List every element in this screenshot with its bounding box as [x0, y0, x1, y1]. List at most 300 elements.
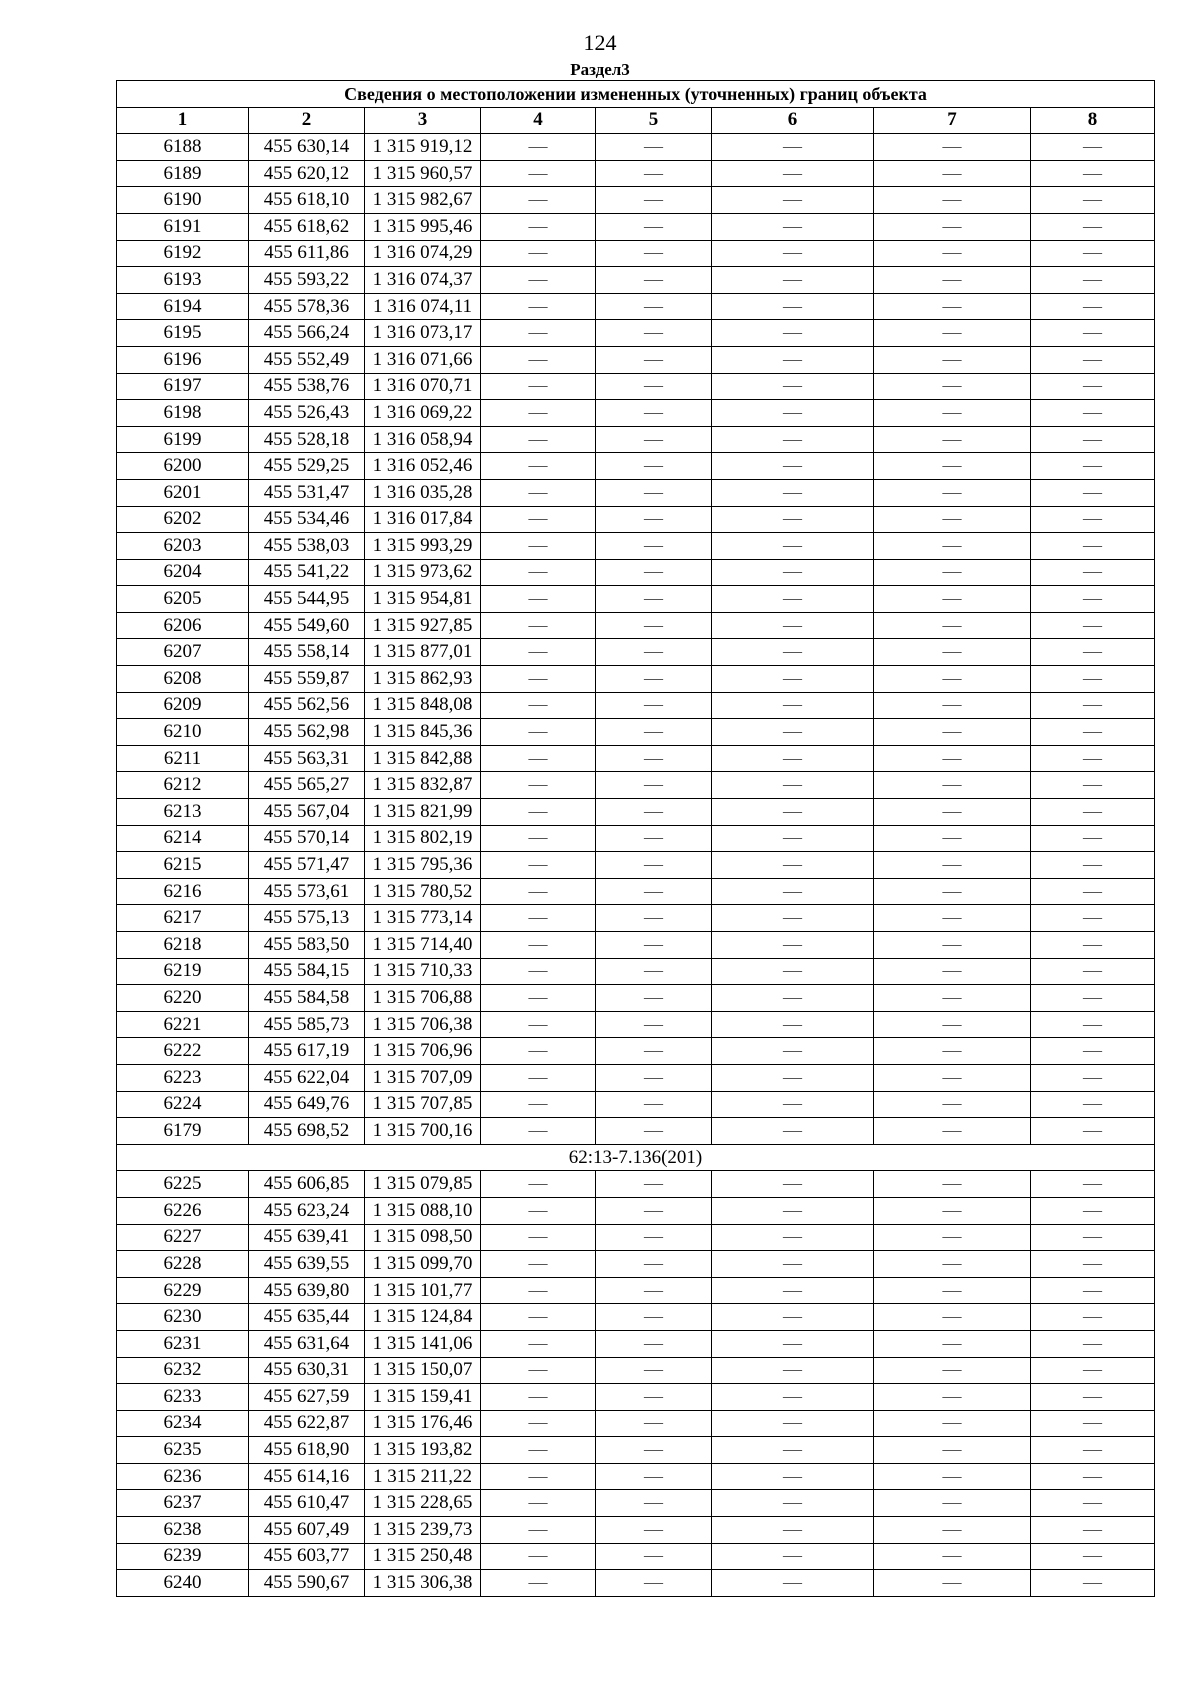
table-row [117, 320, 1155, 347]
empty-cell: — [1031, 267, 1155, 294]
x-coordinate-cell: 455 578,36 [249, 293, 365, 320]
point-number-cell: 6239 [117, 1543, 249, 1570]
table-row [117, 799, 1155, 826]
empty-cell: — [481, 1197, 596, 1224]
empty-cell: — [712, 426, 874, 453]
empty-cell: — [874, 772, 1031, 799]
empty-cell: — [874, 1463, 1031, 1490]
empty-cell: — [481, 1437, 596, 1464]
empty-cell: — [481, 1064, 596, 1091]
x-coordinate-cell: 455 631,64 [249, 1330, 365, 1357]
table-row [117, 772, 1155, 799]
y-coordinate-cell: 1 315 848,08 [365, 692, 481, 719]
empty-cell: — [712, 1490, 874, 1517]
y-coordinate-cell: 1 315 862,93 [365, 666, 481, 693]
empty-cell: — [874, 1091, 1031, 1118]
table-row [117, 293, 1155, 320]
empty-cell: — [596, 1171, 712, 1198]
table-body [117, 134, 1155, 1597]
empty-cell: — [481, 1384, 596, 1411]
empty-cell: — [481, 1330, 596, 1357]
table-row [117, 426, 1155, 453]
empty-cell: — [596, 426, 712, 453]
x-coordinate-cell: 455 622,04 [249, 1064, 365, 1091]
empty-cell: — [874, 187, 1031, 214]
point-number-cell: 6192 [117, 240, 249, 267]
empty-cell: — [712, 799, 874, 826]
y-coordinate-cell: 1 315 919,12 [365, 134, 481, 161]
column-header: 8 [1031, 107, 1155, 134]
empty-cell: — [1031, 1304, 1155, 1331]
empty-cell: — [712, 852, 874, 879]
empty-cell: — [1031, 1064, 1155, 1091]
empty-cell: — [712, 1463, 874, 1490]
table-row [117, 373, 1155, 400]
point-number-cell: 6213 [117, 799, 249, 826]
point-number-cell: 6191 [117, 213, 249, 240]
point-number-cell: 6208 [117, 666, 249, 693]
point-number-cell: 6199 [117, 426, 249, 453]
table-row [117, 666, 1155, 693]
empty-cell: — [596, 958, 712, 985]
empty-cell: — [596, 1570, 712, 1597]
empty-cell: — [874, 559, 1031, 586]
y-coordinate-cell: 1 315 982,67 [365, 187, 481, 214]
empty-cell: — [1031, 1357, 1155, 1384]
y-coordinate-cell: 1 315 710,33 [365, 958, 481, 985]
empty-cell: — [596, 1410, 712, 1437]
table-row [117, 187, 1155, 214]
empty-cell: — [481, 453, 596, 480]
empty-cell: — [1031, 692, 1155, 719]
empty-cell: — [712, 745, 874, 772]
point-number-cell: 6179 [117, 1118, 249, 1145]
empty-cell: — [712, 719, 874, 746]
empty-cell: — [596, 1357, 712, 1384]
point-number-cell: 6217 [117, 905, 249, 932]
x-coordinate-cell: 455 627,59 [249, 1384, 365, 1411]
y-coordinate-cell: 1 315 832,87 [365, 772, 481, 799]
y-coordinate-cell: 1 315 960,57 [365, 160, 481, 187]
empty-cell: — [712, 1091, 874, 1118]
empty-cell: — [1031, 533, 1155, 560]
empty-cell: — [712, 213, 874, 240]
empty-cell: — [481, 1304, 596, 1331]
point-number-cell: 6214 [117, 825, 249, 852]
x-coordinate-cell: 455 573,61 [249, 878, 365, 905]
empty-cell: — [481, 692, 596, 719]
empty-cell: — [712, 400, 874, 427]
empty-cell: — [481, 293, 596, 320]
empty-cell: — [874, 346, 1031, 373]
empty-cell: — [481, 187, 596, 214]
x-coordinate-cell: 455 562,56 [249, 692, 365, 719]
empty-cell: — [596, 1437, 712, 1464]
empty-cell: — [596, 1384, 712, 1411]
y-coordinate-cell: 1 316 071,66 [365, 346, 481, 373]
x-coordinate-cell: 455 528,18 [249, 426, 365, 453]
empty-cell: — [1031, 985, 1155, 1012]
empty-cell: — [481, 533, 596, 560]
x-coordinate-cell: 455 562,98 [249, 719, 365, 746]
y-coordinate-cell: 1 315 228,65 [365, 1490, 481, 1517]
empty-cell: — [596, 346, 712, 373]
empty-cell: — [874, 612, 1031, 639]
empty-cell: — [1031, 1011, 1155, 1038]
point-number-cell: 6233 [117, 1384, 249, 1411]
empty-cell: — [481, 772, 596, 799]
x-coordinate-cell: 455 567,04 [249, 799, 365, 826]
table-row [117, 639, 1155, 666]
x-coordinate-cell: 455 618,10 [249, 187, 365, 214]
y-coordinate-cell: 1 315 842,88 [365, 745, 481, 772]
empty-cell: — [712, 533, 874, 560]
empty-cell: — [874, 719, 1031, 746]
empty-cell: — [712, 373, 874, 400]
empty-cell: — [1031, 1463, 1155, 1490]
x-coordinate-cell: 455 618,62 [249, 213, 365, 240]
empty-cell: — [481, 639, 596, 666]
empty-cell: — [1031, 346, 1155, 373]
table-row [117, 1330, 1155, 1357]
empty-cell: — [1031, 1570, 1155, 1597]
table-row [117, 905, 1155, 932]
point-number-cell: 6215 [117, 852, 249, 879]
empty-cell: — [596, 612, 712, 639]
empty-cell: — [481, 320, 596, 347]
empty-cell: — [1031, 1118, 1155, 1145]
y-coordinate-cell: 1 316 074,29 [365, 240, 481, 267]
table-row [117, 1570, 1155, 1597]
x-coordinate-cell: 455 531,47 [249, 479, 365, 506]
empty-cell: — [481, 1357, 596, 1384]
empty-cell: — [481, 612, 596, 639]
empty-cell: — [1031, 187, 1155, 214]
point-number-cell: 6223 [117, 1064, 249, 1091]
y-coordinate-cell: 1 316 058,94 [365, 426, 481, 453]
empty-cell: — [1031, 240, 1155, 267]
table-row [117, 852, 1155, 879]
empty-cell: — [874, 825, 1031, 852]
empty-cell: — [481, 1570, 596, 1597]
x-coordinate-cell: 455 623,24 [249, 1197, 365, 1224]
empty-cell: — [712, 1543, 874, 1570]
y-coordinate-cell: 1 315 973,62 [365, 559, 481, 586]
empty-cell: — [874, 1490, 1031, 1517]
empty-cell: — [481, 1224, 596, 1251]
empty-cell: — [596, 1543, 712, 1570]
empty-cell: — [596, 160, 712, 187]
y-coordinate-cell: 1 316 017,84 [365, 506, 481, 533]
x-coordinate-cell: 455 639,80 [249, 1277, 365, 1304]
point-number-cell: 6235 [117, 1437, 249, 1464]
empty-cell: — [712, 825, 874, 852]
empty-cell: — [596, 692, 712, 719]
table-row [117, 559, 1155, 586]
empty-cell: — [874, 506, 1031, 533]
y-coordinate-cell: 1 316 074,11 [365, 293, 481, 320]
empty-cell: — [874, 878, 1031, 905]
empty-cell: — [874, 958, 1031, 985]
empty-cell: — [712, 1251, 874, 1278]
point-number-cell: 6193 [117, 267, 249, 294]
table-row [117, 160, 1155, 187]
table-row [117, 1251, 1155, 1278]
empty-cell: — [481, 373, 596, 400]
empty-cell: — [1031, 1277, 1155, 1304]
empty-cell: — [481, 1038, 596, 1065]
x-coordinate-cell: 455 639,55 [249, 1251, 365, 1278]
empty-cell: — [712, 506, 874, 533]
column-header: 5 [596, 107, 712, 134]
point-number-cell: 6210 [117, 719, 249, 746]
table-row [117, 985, 1155, 1012]
empty-cell: — [481, 958, 596, 985]
empty-cell: — [596, 1197, 712, 1224]
x-coordinate-cell: 455 603,77 [249, 1543, 365, 1570]
empty-cell: — [481, 985, 596, 1012]
empty-cell: — [1031, 506, 1155, 533]
point-number-cell: 6236 [117, 1463, 249, 1490]
y-coordinate-cell: 1 315 927,85 [365, 612, 481, 639]
x-coordinate-cell: 455 635,44 [249, 1304, 365, 1331]
y-coordinate-cell: 1 315 877,01 [365, 639, 481, 666]
empty-cell: — [1031, 213, 1155, 240]
empty-cell: — [1031, 160, 1155, 187]
empty-cell: — [596, 1330, 712, 1357]
x-coordinate-cell: 455 575,13 [249, 905, 365, 932]
table-row [117, 745, 1155, 772]
x-coordinate-cell: 455 584,15 [249, 958, 365, 985]
x-coordinate-cell: 455 630,14 [249, 134, 365, 161]
empty-cell: — [712, 134, 874, 161]
point-number-cell: 6218 [117, 932, 249, 959]
y-coordinate-cell: 1 316 052,46 [365, 453, 481, 480]
point-number-cell: 6204 [117, 559, 249, 586]
empty-cell: — [712, 878, 874, 905]
table-row [117, 932, 1155, 959]
empty-cell: — [874, 160, 1031, 187]
column-header: 4 [481, 107, 596, 134]
empty-cell: — [712, 1038, 874, 1065]
empty-cell: — [874, 267, 1031, 294]
empty-cell: — [596, 373, 712, 400]
empty-cell: — [874, 1543, 1031, 1570]
point-number-cell: 6228 [117, 1251, 249, 1278]
y-coordinate-cell: 1 315 780,52 [365, 878, 481, 905]
empty-cell: — [1031, 639, 1155, 666]
x-coordinate-cell: 455 630,31 [249, 1357, 365, 1384]
x-coordinate-cell: 455 614,16 [249, 1463, 365, 1490]
empty-cell: — [712, 1437, 874, 1464]
column-header: 3 [365, 107, 481, 134]
y-coordinate-cell: 1 315 714,40 [365, 932, 481, 959]
empty-cell: — [1031, 1330, 1155, 1357]
empty-cell: — [712, 612, 874, 639]
x-coordinate-cell: 455 566,24 [249, 320, 365, 347]
empty-cell: — [481, 745, 596, 772]
y-coordinate-cell: 1 315 159,41 [365, 1384, 481, 1411]
empty-cell: — [1031, 1251, 1155, 1278]
empty-cell: — [596, 1011, 712, 1038]
empty-cell: — [596, 878, 712, 905]
empty-cell: — [596, 479, 712, 506]
table-row [117, 825, 1155, 852]
empty-cell: — [712, 267, 874, 294]
empty-cell: — [596, 905, 712, 932]
x-coordinate-cell: 455 538,03 [249, 533, 365, 560]
empty-cell: — [596, 293, 712, 320]
empty-cell: — [874, 134, 1031, 161]
y-coordinate-cell: 1 315 707,85 [365, 1091, 481, 1118]
x-coordinate-cell: 455 649,76 [249, 1091, 365, 1118]
x-coordinate-cell: 455 570,14 [249, 825, 365, 852]
empty-cell: — [596, 1517, 712, 1544]
x-coordinate-cell: 455 552,49 [249, 346, 365, 373]
table-row [117, 586, 1155, 613]
empty-cell: — [712, 932, 874, 959]
empty-cell: — [1031, 745, 1155, 772]
empty-cell: — [596, 852, 712, 879]
group-heading-row [117, 1144, 1155, 1171]
empty-cell: — [481, 506, 596, 533]
empty-cell: — [1031, 479, 1155, 506]
table-row [117, 719, 1155, 746]
table-row [117, 1357, 1155, 1384]
y-coordinate-cell: 1 315 088,10 [365, 1197, 481, 1224]
empty-cell: — [712, 1304, 874, 1331]
y-coordinate-cell: 1 315 993,29 [365, 533, 481, 560]
empty-cell: — [712, 240, 874, 267]
x-coordinate-cell: 455 541,22 [249, 559, 365, 586]
table-row [117, 1517, 1155, 1544]
empty-cell: — [874, 1357, 1031, 1384]
point-number-cell: 6222 [117, 1038, 249, 1065]
empty-cell: — [481, 825, 596, 852]
point-number-cell: 6224 [117, 1091, 249, 1118]
empty-cell: — [1031, 1224, 1155, 1251]
empty-cell: — [874, 213, 1031, 240]
y-coordinate-cell: 1 315 821,99 [365, 799, 481, 826]
point-number-cell: 6188 [117, 134, 249, 161]
empty-cell: — [481, 932, 596, 959]
y-coordinate-cell: 1 315 211,22 [365, 1463, 481, 1490]
x-coordinate-cell: 455 571,47 [249, 852, 365, 879]
empty-cell: — [874, 932, 1031, 959]
empty-cell: — [481, 213, 596, 240]
section-title: Раздел3 [570, 60, 630, 79]
y-coordinate-cell: 1 315 795,36 [365, 852, 481, 879]
y-coordinate-cell: 1 315 773,14 [365, 905, 481, 932]
empty-cell: — [596, 533, 712, 560]
empty-cell: — [1031, 426, 1155, 453]
table-row [117, 533, 1155, 560]
table-row [117, 1304, 1155, 1331]
empty-cell: — [596, 559, 712, 586]
empty-cell: — [596, 267, 712, 294]
empty-cell: — [712, 586, 874, 613]
empty-cell: — [1031, 799, 1155, 826]
empty-cell: — [874, 1171, 1031, 1198]
empty-cell: — [712, 1384, 874, 1411]
point-number-cell: 6225 [117, 1171, 249, 1198]
y-coordinate-cell: 1 315 707,09 [365, 1064, 481, 1091]
column-header: 2 [249, 107, 365, 134]
point-number-cell: 6232 [117, 1357, 249, 1384]
x-coordinate-cell: 455 617,19 [249, 1038, 365, 1065]
empty-cell: — [874, 1011, 1031, 1038]
table-header [117, 81, 1155, 134]
empty-cell: — [874, 985, 1031, 1012]
empty-cell: — [481, 1118, 596, 1145]
empty-cell: — [481, 240, 596, 267]
y-coordinate-cell: 1 315 141,06 [365, 1330, 481, 1357]
point-number-cell: 6234 [117, 1410, 249, 1437]
empty-cell: — [1031, 453, 1155, 480]
table-row [117, 1197, 1155, 1224]
y-coordinate-cell: 1 316 073,17 [365, 320, 481, 347]
x-coordinate-cell: 455 607,49 [249, 1517, 365, 1544]
point-number-cell: 6189 [117, 160, 249, 187]
x-coordinate-cell: 455 639,41 [249, 1224, 365, 1251]
empty-cell: — [1031, 293, 1155, 320]
empty-cell: — [1031, 400, 1155, 427]
y-coordinate-cell: 1 315 802,19 [365, 825, 481, 852]
empty-cell: — [1031, 559, 1155, 586]
empty-cell: — [596, 825, 712, 852]
empty-cell: — [874, 692, 1031, 719]
empty-cell: — [481, 267, 596, 294]
empty-cell: — [596, 666, 712, 693]
empty-cell: — [874, 1570, 1031, 1597]
point-number-cell: 6226 [117, 1197, 249, 1224]
empty-cell: — [481, 1171, 596, 1198]
empty-cell: — [481, 400, 596, 427]
empty-cell: — [481, 346, 596, 373]
empty-cell: — [481, 586, 596, 613]
table-row [117, 1118, 1155, 1145]
empty-cell: — [1031, 1091, 1155, 1118]
point-number-cell: 6198 [117, 400, 249, 427]
empty-cell: — [1031, 1517, 1155, 1544]
y-coordinate-cell: 1 315 706,38 [365, 1011, 481, 1038]
empty-cell: — [481, 426, 596, 453]
x-coordinate-cell: 455 583,50 [249, 932, 365, 959]
empty-cell: — [874, 1410, 1031, 1437]
empty-cell: — [1031, 134, 1155, 161]
y-coordinate-cell: 1 315 306,38 [365, 1570, 481, 1597]
y-coordinate-cell: 1 315 250,48 [365, 1543, 481, 1570]
empty-cell: — [1031, 958, 1155, 985]
empty-cell: — [712, 1277, 874, 1304]
empty-cell: — [481, 1251, 596, 1278]
empty-cell: — [712, 985, 874, 1012]
empty-cell: — [1031, 1171, 1155, 1198]
table-row [117, 1490, 1155, 1517]
empty-cell: — [481, 905, 596, 932]
y-coordinate-cell: 1 315 706,88 [365, 985, 481, 1012]
empty-cell: — [874, 1118, 1031, 1145]
empty-cell: — [874, 1038, 1031, 1065]
empty-cell: — [874, 666, 1031, 693]
x-coordinate-cell: 455 593,22 [249, 267, 365, 294]
empty-cell: — [1031, 1384, 1155, 1411]
empty-cell: — [874, 373, 1031, 400]
empty-cell: — [596, 400, 712, 427]
empty-cell: — [874, 1304, 1031, 1331]
table-row [117, 692, 1155, 719]
table-row [117, 1011, 1155, 1038]
